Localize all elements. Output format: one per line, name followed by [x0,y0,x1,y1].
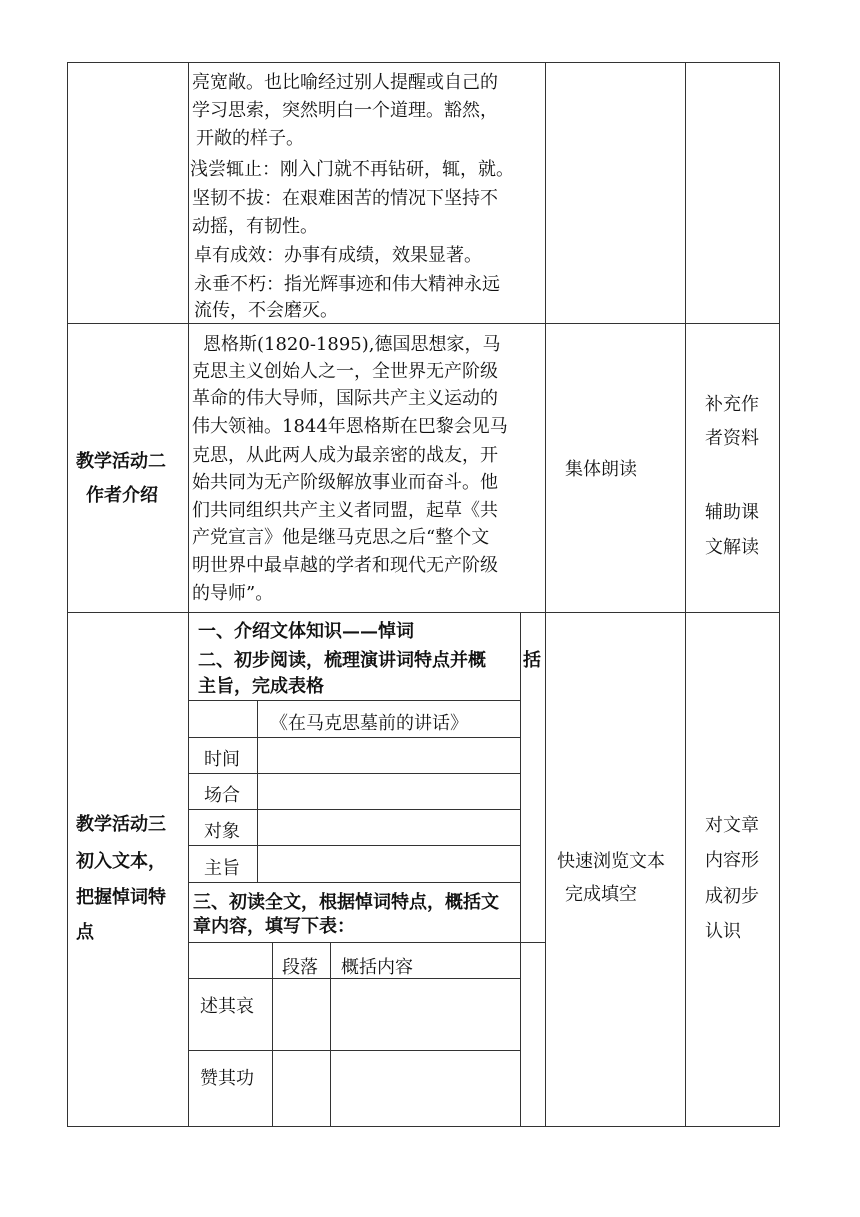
table-border [188,1050,521,1051]
content-line: 动摇，有韧性。 [192,216,318,237]
table-row-label: 时间 [204,749,240,770]
content-line: 明世界中最卓越的学者和现代无产阶级 [192,555,498,576]
student-activity: 快速浏览文本 [557,851,665,872]
activity-label: 作者介绍 [86,485,158,506]
step-heading: 章内容，填写下表： [193,916,355,937]
table-border [188,942,545,943]
content-line: 产党宣言》他是继马克思之后“整个文 [192,527,490,548]
table-border [67,62,780,63]
activity-label: 点 [76,922,94,943]
table-border [67,62,68,1127]
content-line: 的导师”。 [192,583,274,604]
step-heading-overflow: 括 [523,650,541,671]
design-intent: 内容形 [705,850,759,871]
table-row-label: 主旨 [204,858,240,879]
table-border [188,809,521,810]
content-line: 永垂不朽：指光辉事迹和伟大精神永远 [194,274,500,295]
table-title: 《在马克思墓前的讲话》 [270,713,468,734]
content-line: 克思主义创始人之一，全世界无产阶级 [192,361,498,382]
table-row-label: 述其哀 [200,996,254,1017]
table-border [330,942,331,1126]
table-border [545,62,546,1127]
student-activity: 集体朗读 [565,459,637,480]
table-border [188,845,521,846]
content-line: 流传，不会磨灭。 [194,300,338,321]
table-border [272,942,273,1126]
design-intent: 成初步 [705,886,759,907]
table-border [188,773,521,774]
content-line: 卓有成效：办事有成绩，效果显著。 [194,245,482,266]
table-border [188,737,521,738]
content-line: 开敞的样子。 [196,128,304,149]
content-line: 浅尝辄止：刚入门就不再钻研，辄，就。 [190,159,514,180]
content-line: 学习思索，突然明白一个道理。豁然， [192,100,498,121]
table-border [685,62,686,1127]
table-row-label: 赞其功 [200,1068,254,1089]
step-heading: 一、介绍文体知识——悼词 [198,621,414,642]
table-border [520,612,521,1126]
step-heading: 三、初读全文，根据悼词特点，概括文 [193,892,499,913]
content-line: 始共同为无产阶级解放事业而奋斗。他 [192,472,498,493]
content-line: 恩格斯(1820-1895),德国思想家，马 [203,334,501,355]
content-line: 坚韧不拔：在艰难困苦的情况下坚持不 [192,188,498,209]
content-line: 们共同组织共产主义者同盟，起草《共 [192,500,498,521]
table-border [188,62,189,1127]
content-line: 亮宽敞。也比喻经过别人提醒或自己的 [192,72,498,93]
design-intent: 补充作 [705,394,759,415]
step-heading: 二、初步阅读，梳理演讲词特点并概 [198,650,486,671]
table-row-label: 对象 [204,821,240,842]
table-border [779,62,780,1127]
table-border [67,323,780,324]
table-border [188,700,521,701]
activity-label: 教学活动三 [76,814,166,835]
activity-label: 教学活动二 [76,451,166,472]
table-border [257,700,258,882]
design-intent: 对文章 [705,815,759,836]
design-intent: 辅助课 [705,502,759,523]
design-intent: 认识 [705,921,741,942]
table-header: 概括内容 [341,957,413,978]
table-border [67,1126,780,1127]
content-line: 革命的伟大导师，国际共产主义运动的 [192,388,498,409]
content-line: 克思，从此两人成为最亲密的战友，开 [192,445,498,466]
table-border [67,612,780,613]
design-intent: 文解读 [705,537,759,558]
content-line: 伟大领袖。1844年恩格斯在巴黎会见马 [192,416,508,437]
activity-label: 初入文本， [76,851,166,872]
design-intent: 者资料 [705,428,759,449]
table-border [188,882,521,883]
activity-label: 把握悼词特 [76,887,166,908]
step-heading: 主旨，完成表格 [198,676,324,697]
table-header: 段落 [282,957,318,978]
student-activity: 完成填空 [565,884,637,905]
table-row-label: 场合 [204,785,240,806]
